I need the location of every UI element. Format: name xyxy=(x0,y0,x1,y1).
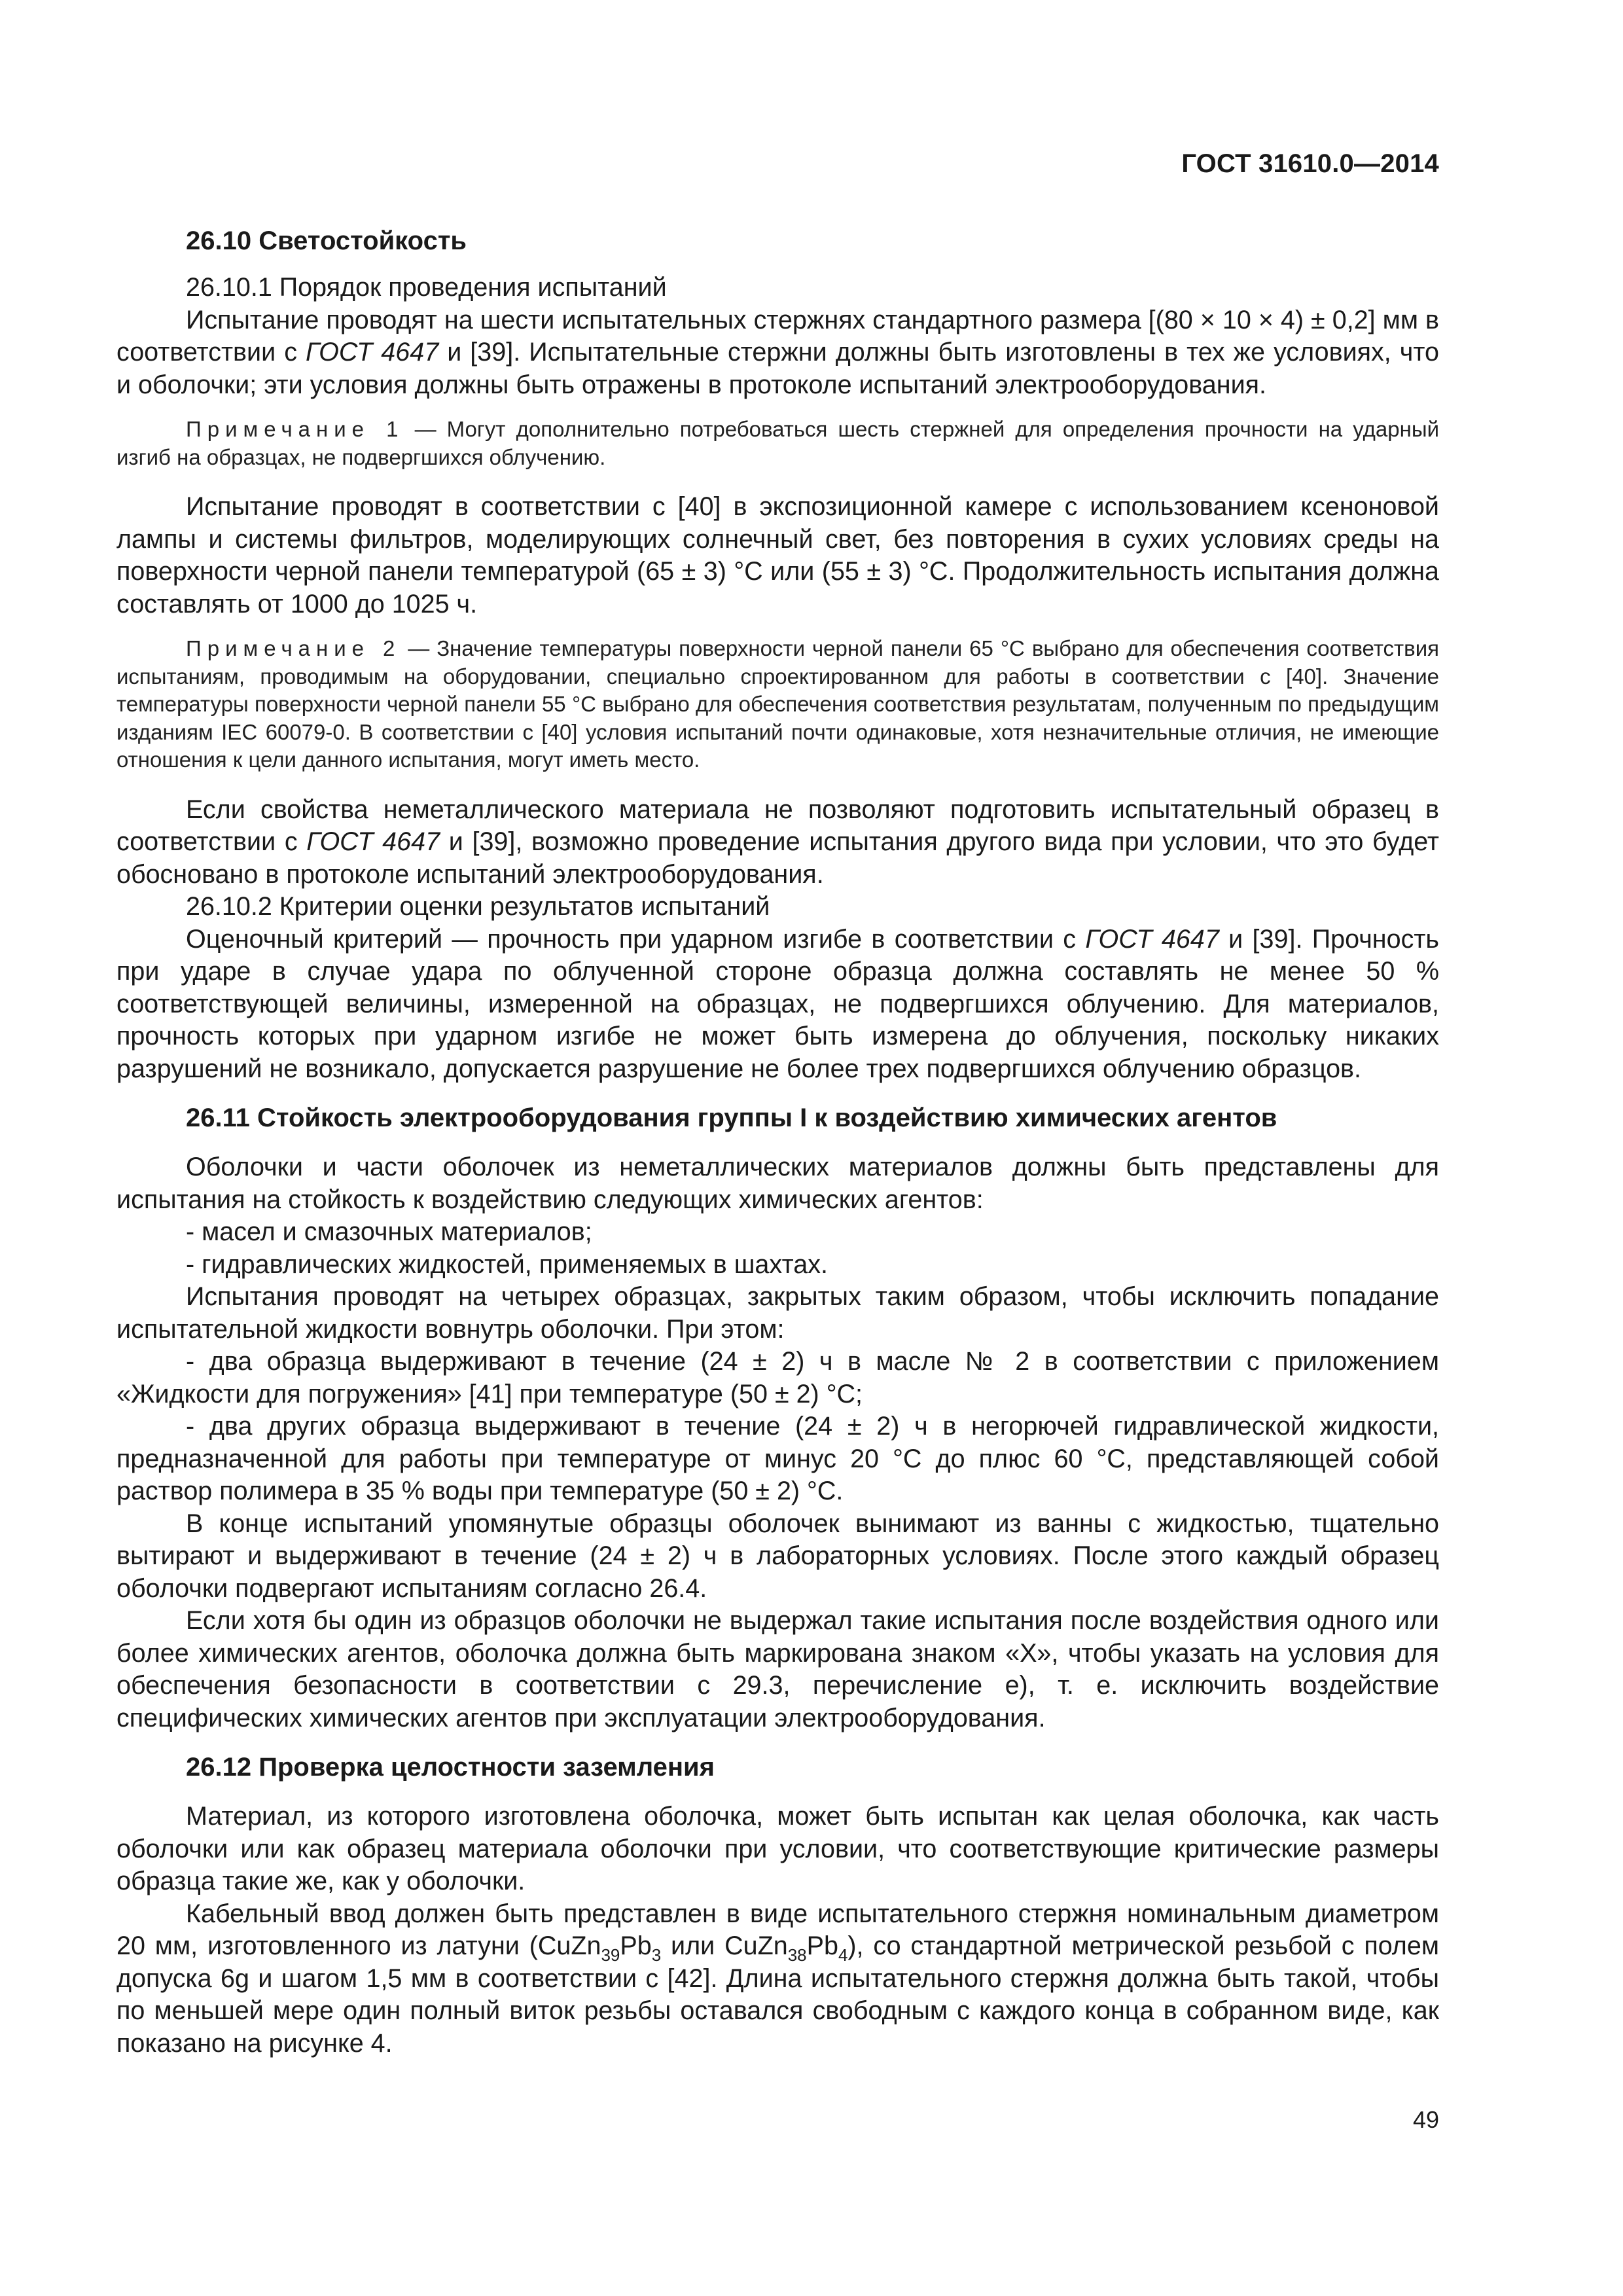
paragraph: Испытание проводят на шести испытательных стержнях стандартного размера [(80 × 10 × 4) ± 0,2] мм в соответствии с ГОСТ 4647 и [39]. Испытательные стержни должны быть изготовлены в тех же условиях, что и оболочки; эти условия должны быть отражены в протоколе испытаний электрооборудования. xyxy=(116,305,1439,399)
document-page xyxy=(116,0,1439,2296)
list-item: - два образца выдерживают в течение (24 ± 2) ч в масле № 2 в соответствии с приложением «Жидкости для погружения» [41] при температуре (50 ± 2) °С; xyxy=(116,1347,1439,1408)
gost-reference: ГОСТ 4647 xyxy=(1085,924,1219,954)
section-heading-26-11: 26.11 Стойкость электрооборудования группы I к воздействию химических агентов xyxy=(186,1103,1277,1132)
subsection-heading-26-10-2: 26.10.2 Критерии оценки результатов испытаний xyxy=(186,892,770,921)
paragraph: Испытание проводят в соответствии с [40] в экспозиционной камере с использованием ксеноновой лампы и системы фильтров, моделирующих солнечный свет, без повторения в сухих условиях среды на поверхности черной панели температурой (65 ± 3) °С или (55 ± 3) °С. Продолжительность испытания должна составлять от 1000 до 1025 ч. xyxy=(116,492,1439,619)
formula-cuzn39pb3: $CuZn_{39}Pb_3$ xyxy=(537,1931,662,1965)
paragraph: Если хотя бы один из образцов оболочки не выдержал такие испытания после воздействия одного или более химических агентов, оболочка должна быть маркирована знаком «Х», чтобы указать на условия для обеспечения безопасности в соответствии с 29.3, перечисление е), т. е. исключить воздействие специфических химических агентов при эксплуатации электрооборудования. xyxy=(116,1606,1439,1732)
section-heading-26-10: 26.10 Светостойкость xyxy=(186,226,467,255)
list-item: - гидравлических жидкостей, применяемых в шахтах. xyxy=(186,1249,829,1279)
paragraph: Материал, из которого изготовлена оболочка, может быть испытан как целая оболочка, как часть оболочки или как образец материала оболочки при условии, что соответствующие критические размеры образца такие же, как у оболочки. xyxy=(116,1802,1439,1895)
paragraph: В конце испытаний упомянутые образцы оболочек вынимают из ванны с жидкостью, тщательно вытирают и выдерживают в течение (24 ± 2) ч в лабораторных условиях. После этого каждый образец оболочки подвергают испытаниям согласно 26.4. xyxy=(116,1509,1439,1603)
page-number: 49 xyxy=(1412,2106,1439,2133)
list-item: - два других образца выдерживают в течение (24 ± 2) ч в негорючей гидравлической жидкости, предназначенной для работы при температуре от минус 20 °С до плюс 60 °С, представляющей собой раствор полимера в 35 % воды при температуре (50 ± 2) °С. xyxy=(116,1412,1439,1505)
paragraph: Испытания проводят на четырех образцах, закрытых таким образом, чтобы исключить попадание испытательной жидкости вовнутрь оболочки. При этом: xyxy=(116,1282,1439,1344)
document-id: ГОСТ 31610.0—2014 xyxy=(1181,149,1439,178)
note-1: Примечание 1 — Могут дополнительно потребоваться шесть стержней для определения прочности на ударный изгиб на образцах, не подвергшихся облучению. xyxy=(116,417,1439,469)
section-heading-26-12: 26.12 Проверка целостности заземления xyxy=(186,1753,715,1782)
gost-reference: ГОСТ 4647 xyxy=(306,827,440,856)
note-2: Примечание 2 — Значение температуры поверхности черной панели 65 °С выбрано для обеспечения соответствия испытаниям, проводимым на оборудовании, специально спроектированном для работы в соответствии с [40]. Значение температуры поверхности черной панели 55 °С выбрано для обеспечения соответствия результатам, полученным по предыдущим изданиям IEC 60079-0. В соответствии с [40] условия испытаний почти одинаковые, хотя незначительные отличия, не имеющие отношения к цели данного испытания, могут иметь место. xyxy=(116,636,1440,772)
paragraph: Кабельный ввод должен быть представлен в виде испытательного стержня номинальным диаметром 20 мм, изготовленного из латуни ($CuZn_{39}Pb_3$ или $CuZn_{38}Pb_4$), со стандартной метрической резьбой с полем допуска 6g и шагом 1,5 мм в соответствии с [42]. Длина испытательного стержня должна быть такой, чтобы по меньшей мере один полный виток резьбы оставался свободным с каждого конца в собранном виде, как показано на рисунке 4. xyxy=(116,1899,1439,2058)
subsection-heading-26-10-1: 26.10.1 Порядок проведения испытаний xyxy=(186,273,667,302)
gost-reference: ГОСТ 4647 xyxy=(306,338,439,367)
paragraph: Оценочный критерий — прочность при ударном изгибе в соответствии с ГОСТ 4647 и [39]. Прочность при ударе в случае удара по облученной стороне образца должна составлять не менее 50 % соответствующей величины, измеренной на образцах, не подвергшихся облучению. Для материалов, прочность которых при ударном изгибе не может быть измерена до облучения, поскольку никаких разрушений не возникало, допускается разрушение не более трех подвергшихся облучению образцов. xyxy=(116,924,1439,1083)
formula-cuzn38pb4: $CuZn_{38}Pb_4$ xyxy=(724,1931,848,1965)
document-body xyxy=(116,225,1439,2060)
paragraph: Если свойства неметаллического материала не позволяют подготовить испытательный образец в соответствии с ГОСТ 4647 и [39], возможно проведение испытания другого вида при условии, что это будет обосновано в протоколе испытаний электрооборудования. xyxy=(116,795,1439,889)
list-item: - масел и смазочных материалов; xyxy=(186,1217,592,1246)
paragraph: Оболочки и части оболочек из неметаллических материалов должны быть представлены для испытания на стойкость к воздействию следующих химических агентов: xyxy=(116,1153,1439,1214)
